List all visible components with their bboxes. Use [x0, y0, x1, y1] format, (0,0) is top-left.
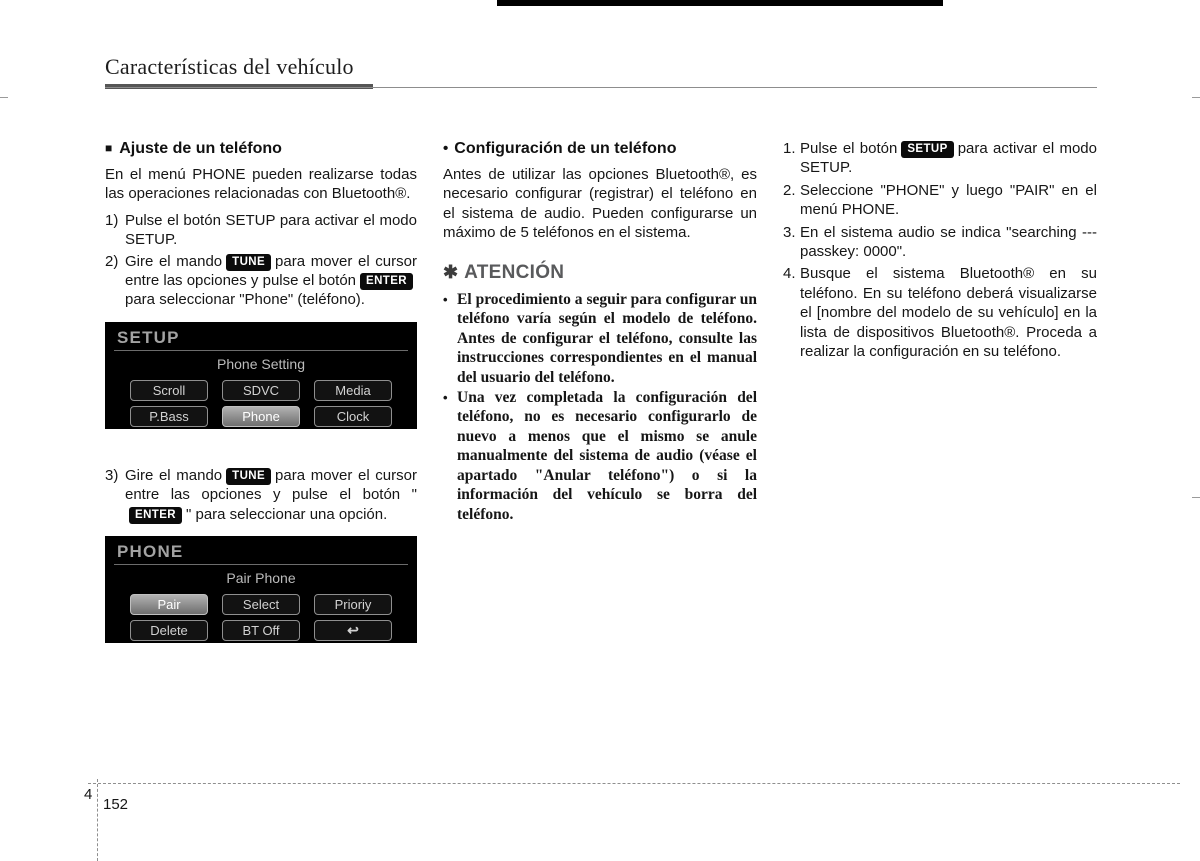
crop-mark	[1192, 97, 1200, 98]
section-heading-configuracion	[443, 139, 757, 159]
list-item-text: " para seleccionar una opción.	[185, 505, 388, 523]
bullet-icon: •	[443, 292, 448, 308]
column-left	[105, 139, 417, 643]
page-title: Características del vehículo	[105, 54, 354, 79]
intro-paragraph: En el menú PHONE pueden realizarse todas las operaciones relacionadas con Bluetooth®.	[105, 166, 417, 203]
config-paragraph: Antes de utilizar las opciones Bluetooth®, es necesario configurar (registrar) el teléfono en el sistema de audio. Pueden configurarse un máximo de 5 teléfonos en el sistema.	[443, 166, 757, 242]
dot-bullet-icon: •	[443, 140, 449, 157]
step-text: Busque el sistema Bluetooth® en su teléfono. En su teléfono deberá visualizarse el [nombre del modelo de su vehículo] en la lista de dispositivos Bluetooth®. Proceda a realizar la configuración en su teléfono.	[800, 265, 1097, 361]
header-rule-thin	[105, 87, 1097, 88]
list-item-text: Gire el mando	[125, 252, 223, 270]
enter-button-badge: ENTER	[360, 273, 413, 290]
step-text: Pulse el botón	[800, 140, 898, 157]
list-item-text: Gire el mando	[125, 466, 223, 484]
screen1-key-phone-selected: Phone	[222, 406, 300, 427]
screen-subtitle: Phone Setting	[217, 356, 305, 373]
footer-page-number: 152	[103, 796, 129, 813]
tune-button-badge: TUNE	[226, 254, 271, 271]
list-item-text: para seleccionar "Phone" (teléfono).	[125, 291, 365, 309]
screen2-key-delete: Delete	[130, 620, 208, 641]
setup-button-badge: SETUP	[901, 141, 953, 158]
attention-heading	[443, 263, 757, 283]
screen-key-grid	[114, 594, 408, 641]
list-number: 3)	[105, 466, 119, 484]
screen1-key-sdvc: SDVC	[222, 380, 300, 401]
enter-button-badge: ENTER	[129, 507, 182, 524]
section-heading-text: Configuración de un teléfono	[454, 140, 677, 157]
tune-button-badge: TUNE	[226, 468, 271, 485]
list-number: 2.	[783, 181, 796, 199]
screen1-key-media: Media	[314, 380, 392, 401]
footer-dashed-vline	[97, 779, 98, 861]
screen2-key-btoff: BT Off	[222, 620, 300, 641]
top-crop-bar	[497, 0, 943, 6]
screen1-key-scroll: Scroll	[130, 380, 208, 401]
step-4	[783, 264, 1097, 361]
phone-screen-illustration	[105, 536, 417, 643]
square-bullet-icon: ■	[105, 141, 113, 155]
step-text: En el sistema audio se indica "searching --- passkey: 0000".	[800, 223, 1097, 261]
step-3	[783, 223, 1097, 262]
attention-text: El procedimiento a seguir para configurar un teléfono varía según el modelo de teléfono. Antes de configurar el teléfono, consulte las instrucciones correspondientes en el manual del usuario del teléfono.	[457, 291, 757, 386]
section-heading-text: Ajuste de un teléfono	[119, 140, 282, 157]
list-item-text: para mover el cursor entre las opciones y pulse el botón "	[125, 466, 417, 504]
screen2-key-pair-selected: Pair	[130, 594, 208, 615]
step-1	[783, 139, 1097, 178]
screen-title: SETUP	[114, 327, 408, 351]
list-number: 2)	[105, 252, 119, 270]
screen-key-grid	[114, 380, 408, 427]
setup-screen-illustration	[105, 322, 417, 429]
crop-mark	[0, 97, 8, 98]
column-middle	[443, 139, 757, 525]
screen1-key-clock: Clock	[314, 406, 392, 427]
return-icon: ↩	[314, 620, 392, 641]
attention-text: Una vez completada la configuración del teléfono, no es necesario configurarlo de nuevo a menos que el mismo se anule manualmente del sistema de audio (véase el apartado "Anular teléfono") o si la información del vehículo se borra del teléfono.	[457, 389, 757, 523]
screen2-key-select: Select	[222, 594, 300, 615]
list-item-2	[105, 252, 417, 310]
list-item-text: para mover el cursor entre las opciones y pulse el botón	[125, 252, 417, 290]
footer-chapter-number: 4	[84, 786, 93, 803]
column-right	[783, 139, 1097, 364]
step-text: para activar el modo SETUP.	[800, 140, 1097, 177]
attention-bullet-1	[443, 290, 757, 387]
attention-bullet-2	[443, 388, 757, 524]
step-2	[783, 181, 1097, 220]
list-item-3	[105, 466, 417, 524]
list-number: 1)	[105, 211, 119, 229]
list-number: 1.	[783, 140, 796, 157]
bullet-icon: •	[443, 390, 448, 406]
screen-title: PHONE	[114, 541, 408, 565]
list-item-1	[105, 211, 417, 250]
section-heading-ajuste	[105, 139, 417, 159]
list-number: 4.	[783, 265, 796, 283]
list-number: 3.	[783, 223, 796, 241]
crop-mark	[1192, 497, 1200, 498]
asterisk-icon: ✱	[443, 261, 459, 282]
screen-subtitle: Pair Phone	[226, 570, 296, 587]
list-item-text: Pulse el botón SETUP para activar el modo SETUP.	[125, 211, 417, 249]
attention-title: ATENCIÓN	[464, 261, 565, 283]
footer-dashed-line	[88, 783, 1180, 784]
screen2-key-prioriy: Prioriy	[314, 594, 392, 615]
screen1-key-pbass: P.Bass	[130, 406, 208, 427]
step-text: Seleccione "PHONE" y luego "PAIR" en el menú PHONE.	[800, 181, 1097, 219]
